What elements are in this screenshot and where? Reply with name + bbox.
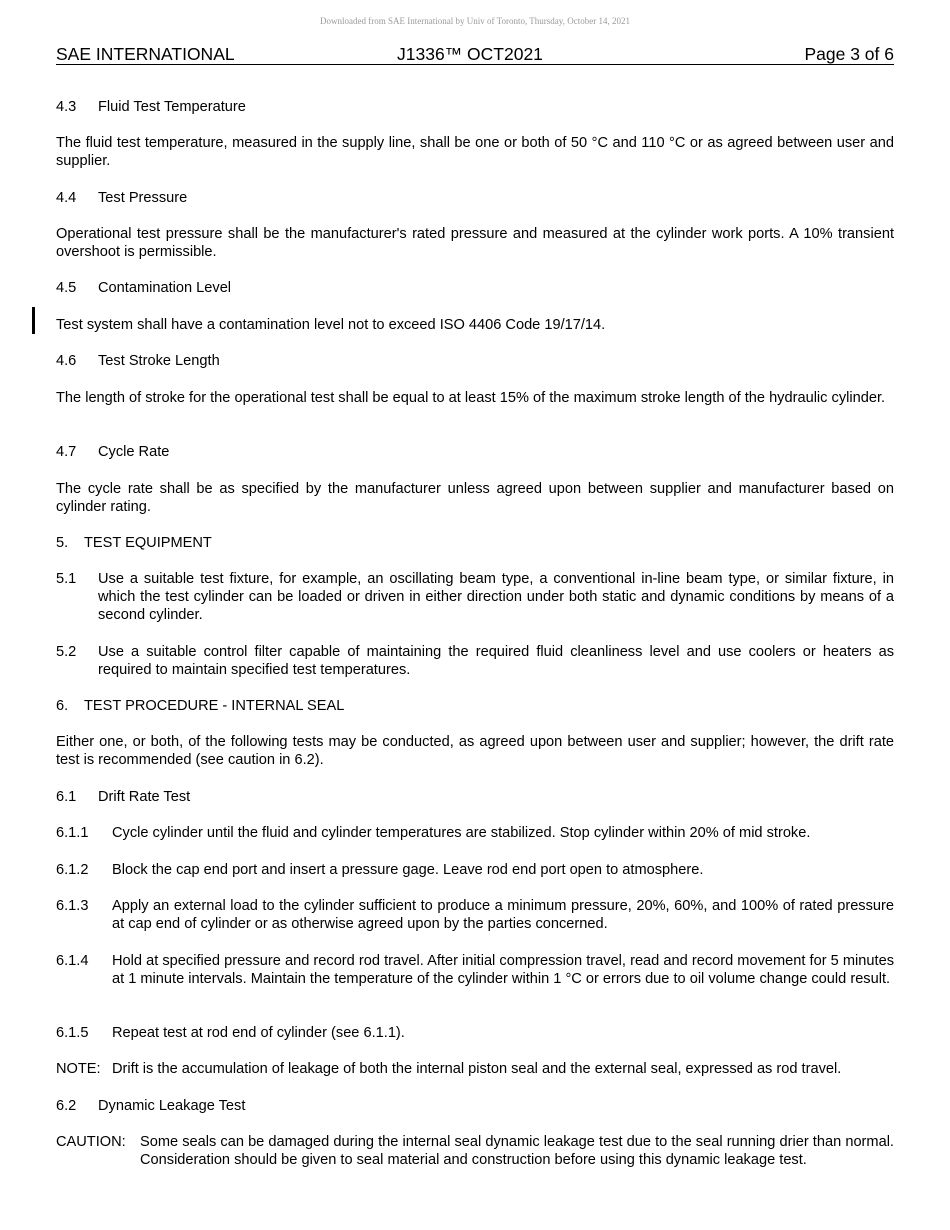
- paragraph-5-2: Use a suitable control filter capable of maintaining the required fluid cleanliness level and use coolers or heaters as required to maintain specified test temperatures.: [98, 644, 894, 678]
- section-title: Test Pressure: [98, 190, 188, 206]
- paragraph-4-7: The cycle rate shall be as specified by the manufacturer unless agreed upon between supplier and manufacturer based on cylinder rating.: [56, 481, 894, 515]
- paragraph-6-1-2: Block the cap end port and insert a pressure gage. Leave rod end port open to atmosphere.: [112, 862, 704, 878]
- item-number-6-1-5: 6.1.5: [56, 1025, 89, 1041]
- section-heading-6-1: [56, 788, 190, 806]
- caution-label: CAUTION:: [56, 1134, 126, 1150]
- header-page-number: Page 3 of 6: [804, 44, 894, 64]
- section-number: 4.6: [56, 353, 77, 369]
- header-document-id: J1336™ OCT2021: [397, 44, 543, 64]
- section-number: 4.7: [56, 444, 77, 460]
- section-title: TEST PROCEDURE - INTERNAL SEAL: [84, 698, 345, 714]
- item-number-5-2: 5.2: [56, 644, 77, 660]
- note-text: Drift is the accumulation of leakage of both the internal piston seal and the external seal, expressed as rod travel.: [112, 1061, 842, 1077]
- paragraph-4-6: The length of stroke for the operational test shall be equal to at least 15% of the maximum stroke length of the hydraulic cylinder.: [56, 390, 886, 406]
- section-heading-4-4: [56, 189, 187, 207]
- section-title: TEST EQUIPMENT: [84, 535, 212, 551]
- item-number-5-1: 5.1: [56, 571, 77, 587]
- section-heading-6-2: [56, 1097, 245, 1115]
- paragraph-6-1-1: Cycle cylinder until the fluid and cylinder temperatures are stabilized. Stop cylinder within 20% of mid stroke.: [112, 825, 811, 841]
- item-number-6-1-2: 6.1.2: [56, 862, 89, 878]
- section-heading-4-7: [56, 443, 169, 461]
- section-title: Dynamic Leakage Test: [98, 1098, 246, 1114]
- item-number-6-1-4: 6.1.4: [56, 953, 89, 969]
- revision-change-bar: [32, 307, 35, 334]
- section-number: 6.2: [56, 1098, 77, 1114]
- section-title: Fluid Test Temperature: [98, 99, 246, 115]
- download-watermark: Downloaded from SAE International by Univ of Toronto, Thursday, October 14, 2021: [320, 16, 630, 26]
- section-heading-5: [56, 534, 212, 552]
- paragraph-6-1-3: Apply an external load to the cylinder sufficient to produce a minimum pressure, 20%, 60%, and 100% of rated pressure at cap end of cylinder or as otherwise agreed upon by the parties concerned.: [112, 898, 894, 932]
- paragraph-4-4: Operational test pressure shall be the manufacturer's rated pressure and measured at the cylinder work ports. A 10% transient overshoot is permissible.: [56, 226, 894, 260]
- section-number: 4.3: [56, 99, 77, 115]
- section-heading-4-6: [56, 352, 220, 370]
- section-title: Cycle Rate: [98, 444, 170, 460]
- section-heading-4-5: [56, 279, 231, 297]
- section-title: Drift Rate Test: [98, 789, 191, 805]
- section-heading-6: [56, 697, 344, 715]
- paragraph-5-1: Use a suitable test fixture, for example, an oscillating beam type, a conventional in-line beam type, or similar fixture, in which the test cylinder can be loaded or driven in either direction under both static and dynamic conditions by means of a second cylinder.: [98, 571, 894, 623]
- section-number: 4.4: [56, 190, 77, 206]
- note-label: NOTE:: [56, 1061, 101, 1077]
- section-number: 6.: [56, 698, 69, 714]
- paragraph-6-intro: Either one, or both, of the following tests may be conducted, as agreed upon between user and supplier; however, the drift rate test is recommended (see caution in 6.2).: [56, 734, 894, 768]
- section-number: 6.1: [56, 789, 77, 805]
- section-number: 4.5: [56, 280, 77, 296]
- paragraph-6-1-5: Repeat test at rod end of cylinder (see 6.1.1).: [112, 1025, 405, 1041]
- item-number-6-1-1: 6.1.1: [56, 825, 89, 841]
- section-heading-4-3: [56, 98, 246, 116]
- paragraph-6-1-4: Hold at specified pressure and record rod travel. After initial compression travel, read and record movement for 5 minutes at 1 minute intervals. Maintain the temperature of the cylinder within 1 °C or errors due to oil volume change could result.: [112, 953, 894, 987]
- section-title: Contamination Level: [98, 280, 232, 296]
- item-number-6-1-3: 6.1.3: [56, 898, 89, 914]
- section-number: 5.: [56, 535, 69, 551]
- caution-text: Some seals can be damaged during the internal seal dynamic leakage test due to the seal running drier than normal. Consideration should be given to seal material and construction before using this dynamic leakage test.: [140, 1134, 894, 1168]
- section-title: Test Stroke Length: [98, 353, 220, 369]
- page-header: [56, 44, 894, 65]
- paragraph-4-5: Test system shall have a contamination level not to exceed ISO 4406 Code 19/17/14.: [56, 317, 606, 333]
- header-organization: SAE INTERNATIONAL: [56, 44, 235, 64]
- paragraph-4-3: The fluid test temperature, measured in the supply line, shall be one or both of 50 °C and 110 °C or as agreed between user and supplier.: [56, 135, 894, 169]
